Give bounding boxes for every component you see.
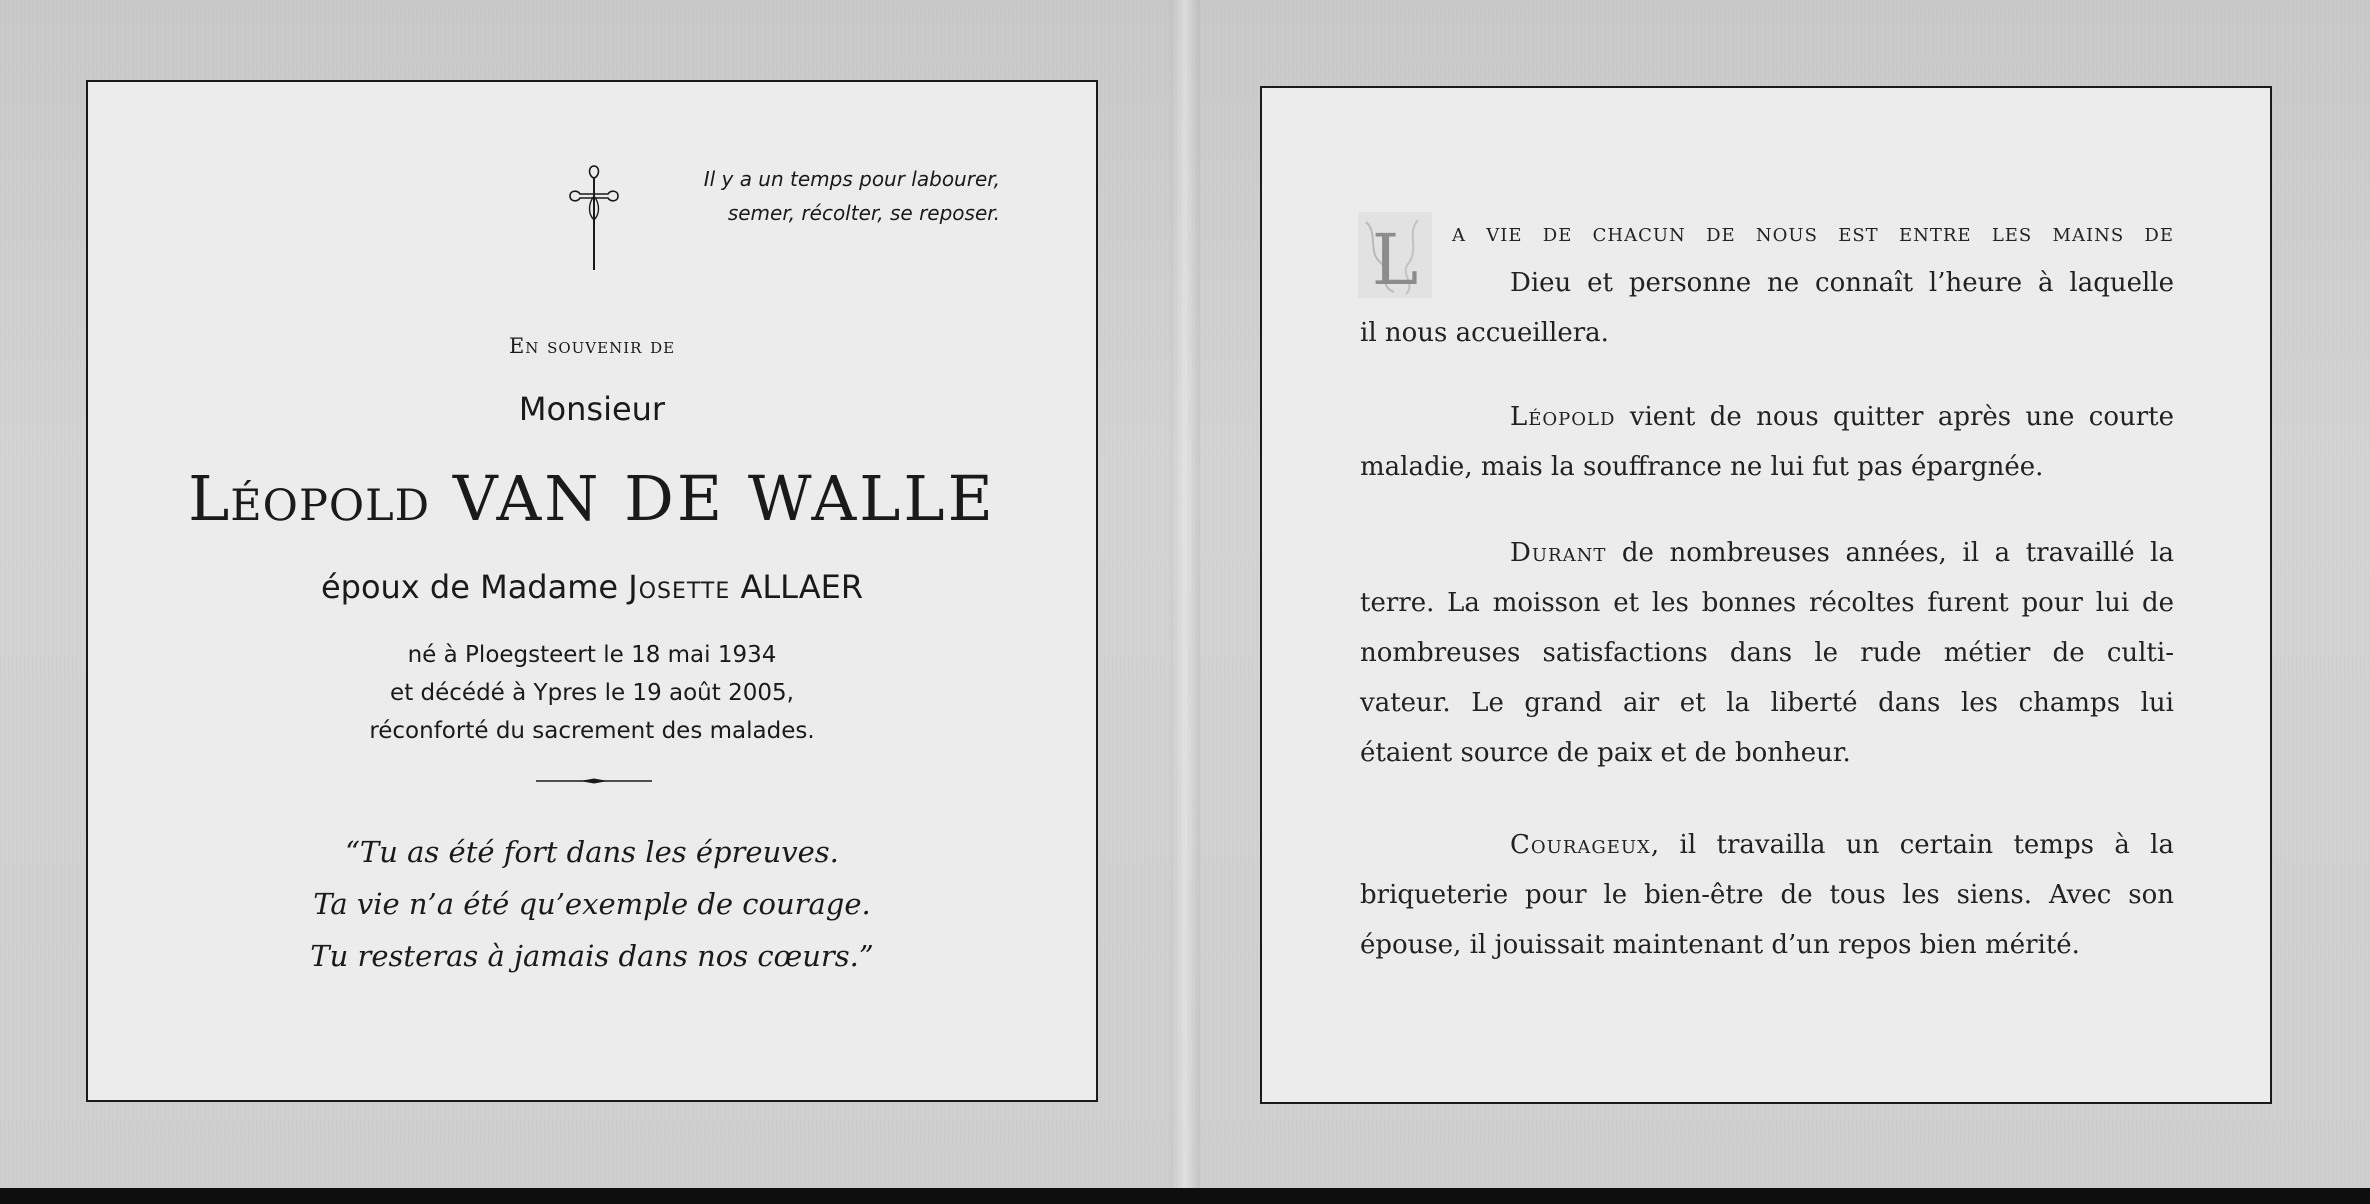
spouse-prefix: époux de Madame	[320, 568, 629, 606]
quote-line: Tu resteras à jamais dans nos cœurs.”	[310, 939, 874, 973]
ornamental-dropcap-icon	[1358, 212, 1432, 298]
epigraph	[580, 162, 1000, 230]
dates-line: né à Ploegsteert le 18 mai 1934	[407, 642, 777, 668]
right-panel	[1260, 86, 2272, 1104]
epigraph-line: semer, récolter, se reposer.	[727, 201, 1000, 225]
paragraph-1	[1360, 208, 2174, 358]
spouse-first-name: Josette	[628, 568, 731, 606]
deceased-last-name: VAN DE WALLE	[452, 462, 996, 535]
dropcap-letter: L	[1371, 219, 1419, 298]
spouse-line	[88, 568, 1096, 606]
paragraph-3	[1360, 528, 2174, 778]
text-line: briqueterie pour le bien-être de tous les siens. Avec son	[1360, 880, 2174, 910]
life-dates	[88, 636, 1096, 750]
paragraph-4	[1360, 820, 2174, 970]
text-line: , il travailla un certain temps à la	[1650, 830, 2174, 860]
text-line: maladie, mais la souffrance ne lui fut pas épargnée.	[1360, 452, 2044, 482]
souvenir-heading: En souvenir de	[508, 334, 676, 358]
paragraph-lead: Durant	[1510, 538, 1607, 568]
text-line: épouse, il jouissait maintenant d’un repos bien mérité.	[1360, 930, 2080, 960]
text-line: étaient source de paix et de bonheur.	[1360, 738, 1851, 768]
text-line: terre. La moisson et les bonnes récoltes furent pour lui de	[1360, 588, 2174, 618]
text-line: de nombreuses années, il a travaillé la	[1606, 538, 2174, 568]
left-panel	[86, 80, 1098, 1102]
paragraph-lead: Léopold	[1510, 402, 1616, 432]
epigraph-line: Il y a un temps pour labourer,	[703, 167, 1000, 191]
card-fold	[1170, 0, 1200, 1188]
spouse-last-name: ALLAER	[740, 568, 864, 606]
quote-line: “Tu as été fort dans les épreuves.	[345, 835, 839, 869]
text-line: Dieu et personne ne connaît l’heure à laquelle	[1510, 268, 2174, 298]
title-monsieur: Monsieur	[518, 390, 666, 428]
text-line: nombreuses satisfactions dans le rude métier de culti-	[1360, 638, 2174, 668]
ornament-divider	[536, 778, 652, 784]
text-line: il nous accueillera.	[1360, 318, 1609, 348]
deceased-first-name: Léopold	[188, 462, 431, 535]
memorial-quote	[88, 826, 1096, 982]
dates-line: et décédé à Ypres le 19 août 2005,	[390, 680, 794, 706]
paragraph-lead: Courageux	[1510, 830, 1651, 860]
dropcap-line: a vie de chacun de nous est entre les mains de	[1452, 218, 2174, 248]
text-line: vient de nous quitter après une courte	[1615, 402, 2174, 432]
deceased-name	[88, 462, 1096, 535]
paragraph-2	[1360, 392, 2174, 492]
quote-line: Ta vie n’a été qu’exemple de courage.	[313, 887, 871, 921]
text-line: vateur. Le grand air et la liberté dans les champs lui	[1360, 688, 2174, 718]
dates-line: réconforté du sacrement des malades.	[369, 718, 815, 744]
